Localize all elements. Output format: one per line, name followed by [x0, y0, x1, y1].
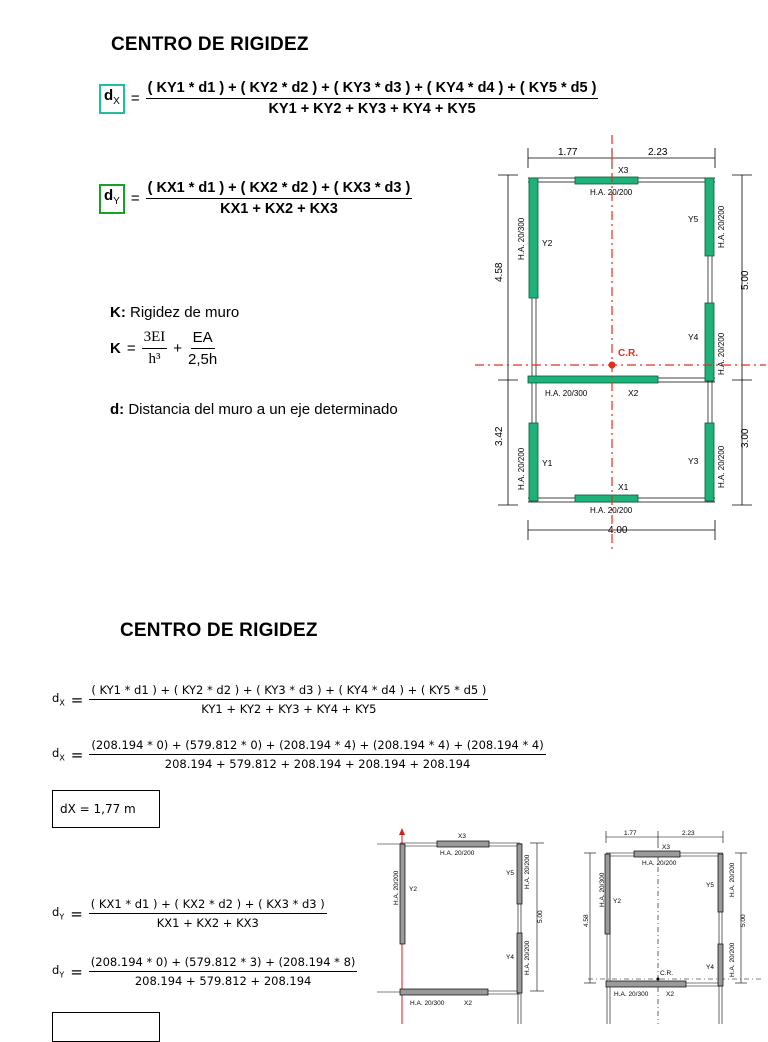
p2-x3: X3: [458, 833, 466, 840]
wall-y2: [529, 178, 538, 298]
label-x2: X2: [628, 388, 639, 398]
dx-values-denominator: 208.194 + 579.812 + 208.194 + 208.194 + 208.194: [164, 757, 471, 771]
p2-y4: Y4: [506, 954, 514, 961]
label-y2: Y2: [542, 238, 553, 248]
wall-y4: [705, 303, 714, 381]
p2-x2: X2: [464, 1000, 472, 1007]
p3-ha-y4: H.A. 20/200: [729, 942, 736, 977]
floor-plan-main: [470, 130, 768, 555]
p3-dim-left: 4.58: [583, 914, 590, 927]
dim-left-bottom: 3.42: [494, 426, 505, 446]
dx-values: $d_X$ = (208.194 * 0) + (579.812 * 0) + (208.194 * 4) + (208.194 * 4) + (208.194 * 4) 208.194 + 579.812 + 208.194 + 208.194 + 208.194: [52, 738, 544, 771]
dim-top-right: 2.23: [648, 147, 668, 158]
dy-numerator: ( KX1 * d1 ) + ( KX2 * d2 ) + ( KX3 * d3 ): [146, 180, 413, 199]
wall-y5: [705, 178, 714, 256]
p3-ha-y5: H.A. 20/200: [729, 862, 736, 897]
ha-y1: H.A. 20/200: [517, 447, 526, 490]
dy-numerator-2: ( KX1 * d1 ) + ( KX2 * d2 ) + ( KX3 * d3 ): [89, 897, 327, 914]
p2-ha-y2: H.A. 20/200: [393, 870, 400, 905]
ha-y2: H.A. 20/300: [517, 217, 526, 260]
dy-result-box: [52, 1012, 160, 1042]
dim-top-left: 1.77: [558, 147, 578, 158]
dim-bottom: 4.00: [608, 525, 628, 536]
dx-formula: $d_X$ = ( KY1 * d1 ) + ( KY2 * d2 ) + ( KY3 * d3 ) + ( KY4 * d4 ) + ( KY5 * d5 ) KY1 + KY2 + KY3 + KY4 + KY5: [99, 80, 598, 117]
section1-title: CENTRO DE RIGIDEZ: [111, 34, 309, 55]
p3-y4: Y4: [706, 964, 714, 971]
dy-formula: $d_Y$ = $\frac{( KX1 * d1 ) + ( KX2 * d2 ) + ( KX3 * d3 )}{KX1 + KX2 + KX3}$: [99, 180, 412, 217]
dx-result: dX = 1,77 m: [60, 802, 136, 816]
cr-point: [609, 362, 616, 369]
dx-label-2: $d_X$: [52, 691, 65, 708]
p2-y2: Y2: [409, 886, 417, 893]
dx-numerator-2: ( KY1 * d1 ) + ( KY2 * d2 ) + ( KY3 * d3 ) + ( KY4 * d4 ) + ( KY5 * d5 ): [89, 683, 488, 700]
p2-y5: Y5: [506, 870, 514, 877]
p2-ha-y5: H.A. 20/200: [524, 854, 531, 889]
dy-values-numerator: (208.194 * 0) + (579.812 * 3) + (208.194 * 8): [89, 955, 358, 972]
wall-x2: [528, 376, 658, 383]
dy-denominator-2: KX1 + KX2 + KX3: [156, 916, 259, 930]
p3-ha-x3: H.A. 20/200: [642, 860, 677, 867]
dim-left-top: 4.58: [494, 262, 505, 282]
p3-dim-right: 5.00: [740, 914, 747, 927]
dx-fraction: [146, 80, 599, 117]
ha-y5: H.A. 20/200: [717, 205, 726, 248]
dim-right-bottom: 3.00: [740, 428, 751, 448]
label-y5: Y5: [688, 214, 699, 224]
section2-title: CENTRO DE RIGIDEZ: [120, 620, 318, 641]
p2-ha-y4: H.A. 20/200: [524, 940, 531, 975]
k-formula: K = $\frac{3EI}{\text{h³}}$ + $\frac{EA}{2,5h}$: [110, 329, 218, 368]
dx-values-numerator: (208.194 * 0) + (579.812 * 0) + (208.194 * 4) + (208.194 * 4) + (208.194 * 4): [89, 738, 545, 755]
p3-dim-top-left: 1.77: [624, 830, 637, 837]
dx-denominator: KY1 + KY2 + KY3 + KY4 + KY5: [268, 101, 476, 117]
cr-label: C.R.: [618, 348, 638, 359]
dim-right-top: 5.00: [740, 270, 751, 290]
label-x1: X1: [618, 482, 629, 492]
wall-x1: [575, 495, 638, 502]
floor-plan-3: [578, 825, 768, 1024]
dy-label-2: $d_Y$: [52, 905, 65, 922]
d-definition: d: Distancia del muro a un eje determinado: [110, 401, 398, 418]
k-definition: K: Rigidez de muro: [110, 304, 240, 321]
p3-cr: C.R.: [660, 970, 673, 977]
dx-result-box: [52, 790, 160, 828]
p3-y5: Y5: [706, 882, 714, 889]
dy-values-denominator: 208.194 + 579.812 + 208.194: [134, 974, 312, 988]
ha-x3: H.A. 20/200: [590, 188, 633, 197]
p3-x3: X3: [662, 844, 670, 851]
dy-fraction: [146, 180, 413, 217]
p3-x2: X2: [666, 991, 674, 998]
p2-ha-x2: H.A. 20/300: [410, 1000, 445, 1007]
dx-formula-2: $d_X$ = ( KY1 * d1 ) + ( KY2 * d2 ) + ( KY3 * d3 ) + ( KY4 * d4 ) + ( KY5 * d5 ) KY1 + KY2 + KY3 + KY4 + KY5: [52, 683, 487, 716]
floor-plan-2: [372, 825, 552, 1024]
dx-label: $d_X$: [99, 84, 125, 114]
wall-y1: [529, 423, 538, 501]
dx-denominator-2: KY1 + KY2 + KY3 + KY4 + KY5: [201, 702, 377, 716]
ha-x1: H.A. 20/200: [590, 506, 633, 515]
wall-x3: [575, 177, 638, 184]
label-y3: Y3: [688, 456, 699, 466]
dy-denominator: KX1 + KX2 + KX3: [220, 201, 338, 217]
dy-label: $d_Y$: [99, 184, 125, 214]
dy-formula-2: $d_Y$ = $\frac{( KX1 * d1 ) + ( KX2 * d2 ) + ( KX3 * d3 )}{KX1 + KX2 + KX3}$: [52, 897, 325, 930]
label-x3: X3: [618, 165, 629, 175]
ha-x2: H.A. 20/300: [545, 389, 588, 398]
dy-values: $d_Y$ = $\frac{(208.194 * 0) + (579.812 * 3) + (208.194 * 8)}{208.194 + 579.812 + 208.194}$: [52, 955, 356, 988]
p2-ha-x3: H.A. 20/200: [440, 850, 475, 857]
label-y4: Y4: [688, 332, 699, 342]
wall-y3: [705, 423, 714, 501]
ha-y4: H.A. 20/200: [717, 332, 726, 375]
p2-dim-right: 5.00: [537, 910, 544, 923]
p3-dim-top-right: 2.23: [682, 830, 695, 837]
p3-y2: Y2: [613, 898, 621, 905]
dx-numerator: ( KY1 * d1 ) + ( KY2 * d2 ) + ( KY3 * d3 ) + ( KY4 * d4 ) + ( KY5 * d5 ): [146, 80, 599, 99]
p3-ha-y2: H.A. 20/300: [599, 872, 606, 907]
p3-ha-x2: H.A. 20/300: [614, 991, 649, 998]
label-y1: Y1: [542, 458, 553, 468]
ha-y3: H.A. 20/200: [717, 445, 726, 488]
